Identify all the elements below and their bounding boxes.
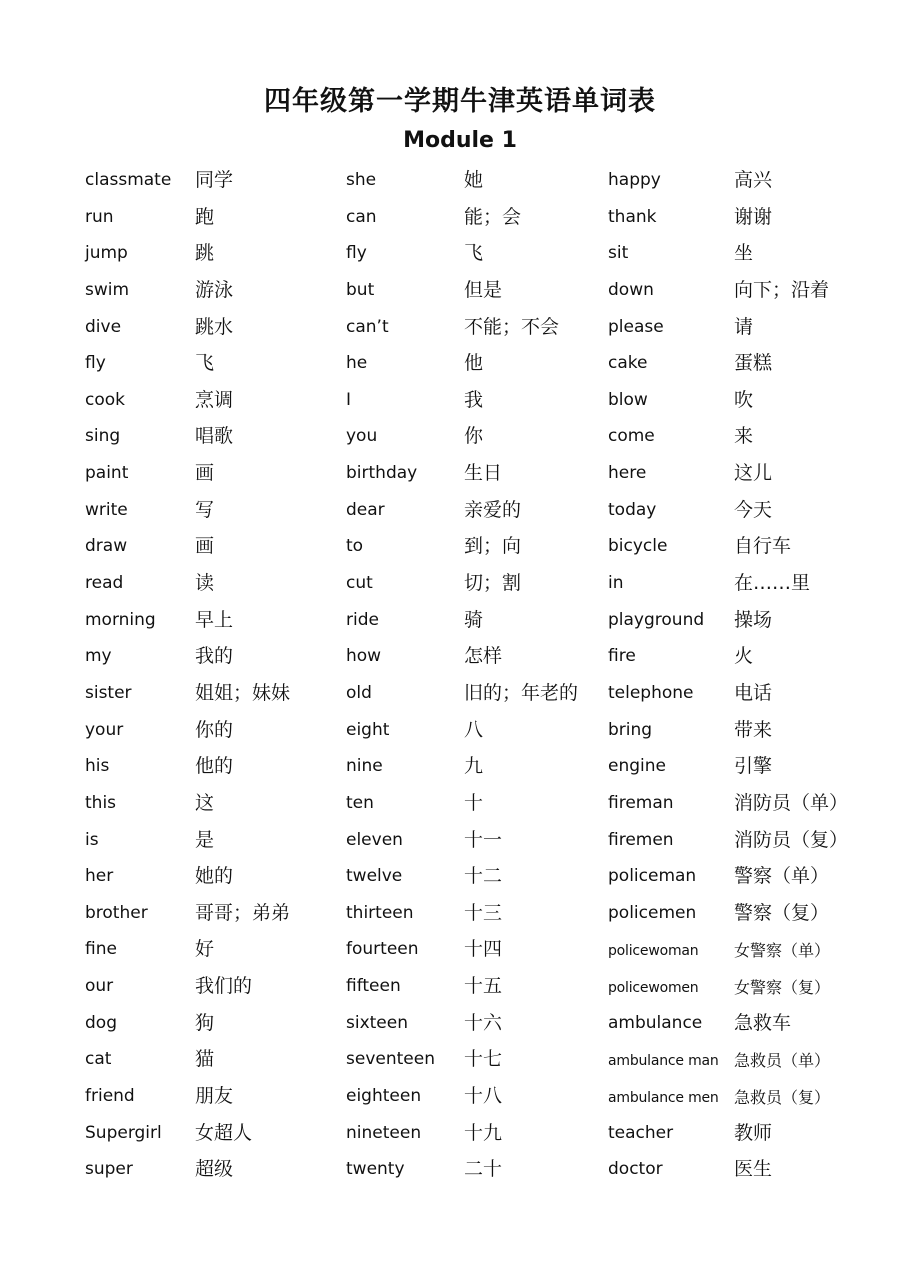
chinese-meaning: 消防员（复） — [734, 828, 849, 851]
english-word: sixteen — [346, 1012, 408, 1033]
chinese-meaning: 九 — [464, 755, 484, 778]
english-word: here — [608, 463, 647, 484]
word-row — [85, 418, 335, 455]
chinese-meaning: 高兴 — [734, 169, 773, 191]
chinese-meaning: 十一 — [464, 828, 503, 851]
english-word: fifteen — [346, 976, 401, 997]
word-row — [85, 968, 335, 1005]
english-word: this — [85, 792, 117, 813]
english-word: ambulance — [608, 1012, 703, 1033]
word-row — [346, 1005, 596, 1042]
word-row — [608, 272, 888, 309]
chinese-meaning: 警察（单） — [734, 865, 830, 888]
english-word: read — [85, 573, 124, 594]
chinese-meaning: 这 — [195, 791, 215, 814]
word-row — [608, 455, 888, 492]
chinese-meaning: 十七 — [464, 1048, 503, 1071]
word-row — [608, 602, 888, 639]
english-word: twenty — [346, 1159, 405, 1180]
word-row — [346, 748, 596, 785]
chinese-meaning: 能；会 — [464, 205, 522, 228]
word-row — [608, 675, 888, 712]
word-row — [85, 309, 335, 346]
english-word: policemen — [608, 902, 697, 923]
chinese-meaning: 引擎 — [734, 755, 773, 778]
word-column-2 — [346, 162, 596, 1188]
word-row — [608, 418, 888, 455]
word-row — [85, 602, 335, 639]
english-word: classmate — [85, 170, 172, 190]
chinese-meaning: 猫 — [195, 1048, 215, 1071]
chinese-meaning: 切；割 — [464, 572, 522, 595]
english-word: fourteen — [346, 939, 419, 960]
word-row — [346, 1078, 596, 1115]
english-word: please — [608, 316, 664, 337]
chinese-meaning: 不能；不会 — [464, 315, 560, 338]
word-row — [85, 199, 335, 236]
english-word: ride — [346, 609, 379, 630]
chinese-meaning: 狗 — [195, 1011, 215, 1034]
chinese-meaning: 是 — [195, 828, 215, 851]
word-row — [85, 1078, 335, 1115]
english-word: blow — [608, 389, 648, 410]
english-word: doctor — [608, 1159, 663, 1180]
chinese-meaning: 飞 — [195, 352, 215, 375]
word-row — [608, 235, 888, 272]
english-word: morning — [85, 609, 156, 630]
word-row — [85, 345, 335, 382]
word-row — [608, 162, 888, 199]
chinese-meaning: 带来 — [734, 718, 773, 741]
english-word: his — [85, 756, 110, 777]
english-word: cake — [608, 353, 648, 374]
english-word: thirteen — [346, 902, 414, 923]
word-row — [346, 1115, 596, 1152]
chinese-meaning: 朋友 — [195, 1085, 234, 1108]
module-heading: Module 1 — [403, 128, 517, 153]
word-row — [608, 931, 888, 968]
english-word: fireman — [608, 792, 674, 813]
word-row — [346, 528, 596, 565]
english-word: but — [346, 279, 375, 300]
chinese-meaning: 八 — [464, 718, 484, 741]
word-row — [608, 345, 888, 382]
word-row — [346, 785, 596, 822]
word-row — [346, 822, 596, 859]
english-word: seventeen — [346, 1049, 435, 1070]
chinese-meaning: 急救车 — [734, 1011, 792, 1034]
word-row — [85, 1041, 335, 1078]
chinese-meaning: 跳水 — [195, 315, 234, 338]
chinese-meaning: 她的 — [195, 865, 234, 888]
english-word: cook — [85, 389, 125, 410]
word-row — [608, 748, 888, 785]
chinese-meaning: 坐 — [734, 242, 754, 265]
english-word: can’t — [346, 316, 389, 337]
word-row — [85, 1151, 335, 1188]
word-row — [608, 822, 888, 859]
chinese-meaning: 女警察（单） — [734, 941, 831, 961]
english-word: today — [608, 499, 657, 520]
word-column-3 — [608, 162, 888, 1188]
english-word: policewomen — [608, 980, 699, 997]
english-word: to — [346, 536, 364, 557]
word-row — [346, 345, 596, 382]
english-word: twelve — [346, 866, 403, 887]
word-row — [346, 968, 596, 1005]
chinese-meaning: 向下；沿着 — [734, 278, 830, 301]
word-row — [346, 418, 596, 455]
word-row — [608, 528, 888, 565]
chinese-meaning: 火 — [734, 645, 754, 668]
english-word: cut — [346, 573, 373, 594]
chinese-meaning: 早上 — [195, 608, 234, 631]
english-word: ten — [346, 792, 374, 813]
chinese-meaning: 生日 — [464, 462, 503, 485]
page-title: 四年级第一学期牛津英语单词表 — [264, 86, 656, 117]
chinese-meaning: 到；向 — [464, 535, 522, 558]
word-row — [608, 382, 888, 419]
english-word: bring — [608, 719, 653, 740]
english-word: is — [85, 829, 99, 850]
word-row — [85, 162, 335, 199]
word-row — [346, 492, 596, 529]
word-row — [85, 785, 335, 822]
chinese-meaning: 警察（复） — [734, 901, 830, 924]
english-word: ambulance men — [608, 1090, 719, 1107]
word-row — [85, 675, 335, 712]
chinese-meaning: 跳 — [195, 242, 215, 265]
chinese-meaning: 超级 — [195, 1158, 234, 1181]
chinese-meaning: 飞 — [464, 242, 484, 265]
english-word: sit — [608, 243, 629, 264]
word-row — [608, 1151, 888, 1188]
word-row — [346, 858, 596, 895]
english-word: nine — [346, 756, 383, 777]
word-row — [608, 968, 888, 1005]
english-word: you — [346, 426, 378, 447]
word-row — [346, 309, 596, 346]
english-word: policeman — [608, 866, 697, 887]
chinese-meaning: 我们的 — [195, 975, 253, 998]
chinese-meaning: 但是 — [464, 278, 503, 301]
chinese-meaning: 十五 — [464, 975, 503, 998]
english-word: your — [85, 719, 124, 740]
english-word: come — [608, 426, 655, 447]
english-word: can — [346, 206, 377, 227]
word-row — [85, 822, 335, 859]
word-row — [85, 931, 335, 968]
word-row — [85, 748, 335, 785]
english-word: dear — [346, 499, 385, 520]
english-word: brother — [85, 902, 148, 923]
word-row — [608, 1041, 888, 1078]
chinese-meaning: 女超人 — [195, 1121, 253, 1144]
chinese-meaning: 这儿 — [734, 462, 773, 485]
word-row — [608, 785, 888, 822]
chinese-meaning: 他的 — [195, 755, 234, 778]
chinese-meaning: 骑 — [464, 608, 484, 631]
english-word: eight — [346, 719, 390, 740]
word-row — [346, 199, 596, 236]
chinese-meaning: 她 — [464, 169, 484, 191]
word-row — [85, 382, 335, 419]
english-word: policewoman — [608, 943, 699, 960]
word-row — [608, 492, 888, 529]
word-row — [346, 712, 596, 749]
word-row — [608, 565, 888, 602]
chinese-meaning: 操场 — [734, 608, 773, 631]
chinese-meaning: 亲爱的 — [464, 498, 522, 521]
word-row — [608, 1005, 888, 1042]
chinese-meaning: 十三 — [464, 901, 503, 924]
word-row — [608, 712, 888, 749]
word-row — [608, 309, 888, 346]
word-row — [608, 1078, 888, 1115]
chinese-meaning: 跑 — [195, 205, 215, 228]
english-word: he — [346, 353, 368, 374]
word-row — [85, 235, 335, 272]
english-word: sister — [85, 682, 132, 703]
english-word: fire — [608, 646, 636, 667]
english-word: firemen — [608, 829, 674, 850]
word-row — [346, 1041, 596, 1078]
english-word: run — [85, 206, 114, 227]
english-word: sing — [85, 426, 121, 447]
english-word: paint — [85, 463, 129, 484]
english-word: down — [608, 279, 654, 300]
english-word: engine — [608, 756, 666, 777]
english-word: Supergirl — [85, 1122, 162, 1143]
english-word: teacher — [608, 1122, 674, 1143]
english-word: how — [346, 646, 382, 667]
english-word: nineteen — [346, 1122, 422, 1143]
chinese-meaning: 蛋糕 — [734, 352, 773, 375]
english-word: our — [85, 976, 114, 997]
english-word: draw — [85, 536, 128, 557]
english-word: playground — [608, 609, 705, 630]
word-row — [608, 638, 888, 675]
chinese-meaning: 我 — [464, 388, 484, 411]
english-word: fine — [85, 939, 117, 960]
word-row — [85, 565, 335, 602]
english-word: her — [85, 866, 114, 887]
chinese-meaning: 烹调 — [195, 388, 234, 411]
chinese-meaning: 唱歌 — [195, 425, 234, 448]
chinese-meaning: 你 — [464, 425, 484, 448]
word-row — [346, 602, 596, 639]
chinese-meaning: 你的 — [195, 718, 234, 741]
english-word: jump — [85, 243, 128, 264]
chinese-meaning: 十六 — [464, 1011, 503, 1034]
english-word: telephone — [608, 682, 694, 703]
word-row — [85, 1115, 335, 1152]
english-word: swim — [85, 279, 130, 300]
word-row — [346, 565, 596, 602]
english-word: super — [85, 1159, 133, 1180]
chinese-meaning: 写 — [195, 498, 215, 521]
word-row — [608, 895, 888, 932]
word-row — [85, 455, 335, 492]
word-row — [608, 858, 888, 895]
chinese-meaning: 游泳 — [195, 278, 234, 301]
english-word: thank — [608, 206, 657, 227]
chinese-meaning: 同学 — [195, 169, 234, 191]
english-word: bicycle — [608, 536, 668, 557]
word-row — [346, 895, 596, 932]
word-row — [85, 858, 335, 895]
english-word: write — [85, 499, 128, 520]
chinese-meaning: 急救员（单） — [734, 1051, 831, 1071]
chinese-meaning: 怎样 — [464, 645, 503, 668]
english-word: fly — [85, 353, 106, 374]
chinese-meaning: 十八 — [464, 1085, 503, 1108]
chinese-meaning: 十九 — [464, 1121, 503, 1144]
word-row — [346, 638, 596, 675]
chinese-meaning: 吹 — [734, 388, 754, 411]
english-word: my — [85, 646, 112, 667]
chinese-meaning: 他 — [464, 352, 484, 375]
english-word: eighteen — [346, 1086, 422, 1107]
chinese-meaning: 急救员（复） — [734, 1088, 831, 1108]
word-row — [346, 931, 596, 968]
english-word: dive — [85, 316, 122, 337]
word-row — [85, 1005, 335, 1042]
english-word: cat — [85, 1049, 112, 1070]
chinese-meaning: 十四 — [464, 938, 503, 961]
english-word: ambulance man — [608, 1053, 719, 1070]
chinese-meaning: 教师 — [734, 1121, 773, 1144]
word-row — [346, 382, 596, 419]
chinese-meaning: 电话 — [734, 681, 773, 704]
word-row — [85, 712, 335, 749]
english-word: birthday — [346, 463, 418, 484]
chinese-meaning: 读 — [195, 572, 215, 595]
chinese-meaning: 十 — [464, 791, 484, 814]
chinese-meaning: 二十 — [464, 1158, 503, 1181]
english-word: I — [346, 389, 352, 410]
word-row — [346, 235, 596, 272]
chinese-meaning: 旧的；年老的 — [464, 681, 579, 704]
chinese-meaning: 在……里 — [734, 572, 811, 595]
word-row — [608, 199, 888, 236]
word-row — [85, 492, 335, 529]
word-row — [608, 1115, 888, 1152]
word-row — [346, 1151, 596, 1188]
word-row — [85, 638, 335, 675]
word-column-1 — [85, 162, 335, 1188]
word-row — [346, 162, 596, 199]
english-word: eleven — [346, 829, 403, 850]
english-word: old — [346, 682, 372, 703]
english-word: happy — [608, 170, 661, 190]
word-row — [346, 455, 596, 492]
chinese-meaning: 医生 — [734, 1158, 773, 1181]
word-row — [85, 272, 335, 309]
word-row — [85, 528, 335, 565]
chinese-meaning: 哥哥；弟弟 — [195, 901, 291, 924]
word-row — [85, 895, 335, 932]
chinese-meaning: 谢谢 — [734, 205, 773, 228]
chinese-meaning: 今天 — [734, 498, 773, 521]
chinese-meaning: 画 — [195, 535, 215, 558]
english-word: friend — [85, 1086, 135, 1107]
chinese-meaning: 来 — [734, 425, 754, 448]
word-row — [346, 675, 596, 712]
chinese-meaning: 好 — [195, 938, 215, 961]
chinese-meaning: 姐姐；妹妹 — [195, 681, 291, 704]
chinese-meaning: 消防员（单） — [734, 791, 849, 814]
word-row — [346, 272, 596, 309]
chinese-meaning: 画 — [195, 462, 215, 485]
chinese-meaning: 请 — [734, 315, 754, 338]
chinese-meaning: 女警察（复） — [734, 978, 831, 998]
chinese-meaning: 十二 — [464, 865, 503, 888]
english-word: in — [608, 573, 624, 594]
english-word: fly — [346, 243, 367, 264]
chinese-meaning: 我的 — [195, 645, 234, 668]
chinese-meaning: 自行车 — [734, 535, 792, 558]
english-word: she — [346, 170, 377, 190]
english-word: dog — [85, 1012, 117, 1033]
